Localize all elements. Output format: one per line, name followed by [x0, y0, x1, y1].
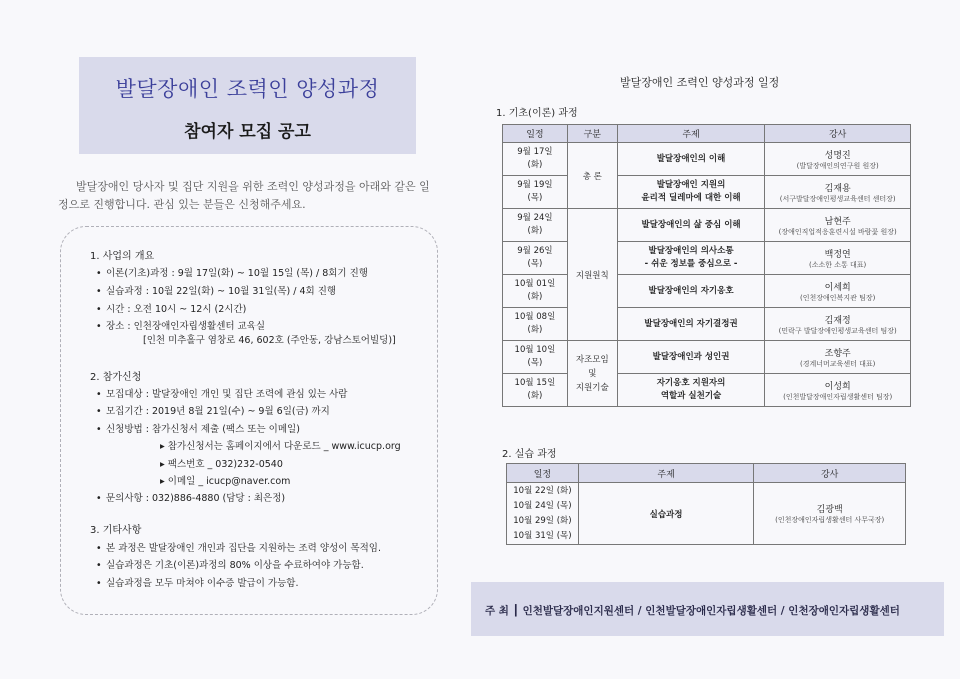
list-item: • 실습과정 : 10월 22일(화) ~ 10월 31일(목) / 4회 진행 — [96, 286, 337, 297]
table-row — [503, 209, 911, 242]
schedule-title: 발달장애인 조력인 양성과정 일정 — [620, 76, 780, 89]
lecturer-cell: 김재용 (서구발달장애인평생교육센터 센터장) — [765, 176, 911, 209]
sub-list-item: ▸ 팩스번호 _ 032)232-0540 — [160, 459, 283, 470]
table-header-row — [507, 464, 906, 483]
column-header: 일정 — [503, 125, 568, 143]
category-cell: 지원원칙 — [567, 209, 617, 341]
section-heading-basic: 1. 기초(이론) 과정 — [496, 108, 578, 119]
lecturer-cell: 이성희 (인천발달장애인자립생활센터 팀장) — [765, 374, 911, 407]
sub-list-item: ▸ 참가신청서는 홈페이지에서 다운로드 _ www.icucp.org — [160, 441, 401, 452]
lecturer-cell: 김재정 (민락구 발달장애인평생교육센터 팀장) — [765, 308, 911, 341]
date-cell: 10월 08일 (화) — [503, 308, 568, 341]
section-heading-etc: 3. 기타사항 — [90, 525, 142, 536]
table-row — [503, 374, 911, 407]
date-cell: 10월 10일 (목) — [503, 341, 568, 374]
topic-cell: 발달장애인의 의사소통 - 쉬운 정보를 중심으로 - — [617, 242, 765, 275]
table-row — [503, 308, 911, 341]
date-cell: 9월 24일 (화) — [503, 209, 568, 242]
intro-paragraph: 발달장애인 당사자 및 집단 지원을 위한 조력인 양성과정을 아래와 같은 일정으로 진행합니다. 관심 있는 분들은 신청해주세요. — [58, 180, 430, 211]
lecturer-cell: 조향주 (경계너머교육센터 대표) — [765, 341, 911, 374]
topic-cell: 발달장애인의 자기옹호 — [617, 275, 765, 308]
topic-cell: 실습과정 — [578, 483, 754, 545]
organizer-text: 주 최 ┃ 인천발달장애인지원센터 / 인천발달장애인자립생활센터 / 인천장애인자립생활센터 — [485, 605, 900, 617]
table-row — [507, 483, 906, 545]
topic-cell: 자기옹호 지원자의 역할과 실천기술 — [617, 374, 765, 407]
list-item: • 이론(기초)과정 : 9월 17일(화) ~ 10월 15일 (목) / 8회기 진행 — [96, 268, 368, 279]
basic-schedule-table — [502, 124, 911, 407]
category-cell: 총 론 — [567, 143, 617, 209]
list-item: • 모집기간 : 2019년 8월 21일(수) ~ 9월 6일(금) 까지 — [96, 406, 330, 417]
list-item: • 시간 : 오전 10시 ~ 12시 (2시간) — [96, 304, 247, 315]
page-title: 발달장애인 조력인 양성과정 — [115, 77, 380, 101]
arrow-icon: ▸ — [160, 476, 168, 487]
lecturer-cell: 이세희 (인천장애인복지관 팀장) — [765, 275, 911, 308]
lecturer-cell: 김광백 (인천장애인자립생활센터 사무국장) — [754, 483, 906, 545]
column-header: 구분 — [567, 125, 617, 143]
table-row — [503, 341, 911, 374]
lecturer-cell: 성명진 (발달장애인의연구원 원장) — [765, 143, 911, 176]
date-cell: 10월 15일 (화) — [503, 374, 568, 407]
arrow-icon: ▸ — [160, 459, 168, 470]
arrow-icon: ▸ — [160, 441, 168, 452]
column-header: 강사 — [765, 125, 911, 143]
column-header: 주제 — [578, 464, 754, 483]
list-item: • 문의사항 : 032)886-4880 (담당 : 최은정) — [96, 493, 286, 504]
topic-cell: 발달장애인 지원의 윤리적 딜레마에 대한 이해 — [617, 176, 765, 209]
list-item: • 실습과정은 기초(이론)과정의 80% 이상을 수료하여야 가능함. — [96, 560, 364, 571]
practice-schedule-table — [506, 463, 906, 545]
category-cell: 자조모임 및 지원기술 — [567, 341, 617, 407]
date-cell: 9월 26일 (목) — [503, 242, 568, 275]
date-cell: 10월 22일 (화) 10월 24일 (목) 10월 29일 (화) 10월 31일 (목) — [507, 483, 579, 545]
topic-cell: 발달장애인의 삶 중심 이해 — [617, 209, 765, 242]
date-cell: 9월 17일 (화) — [503, 143, 568, 176]
topic-cell: 발달장애인의 이해 — [617, 143, 765, 176]
venue-address: [인천 미추홀구 염창로 46, 602호 (주안동, 강남스토어빌딩)] — [143, 335, 396, 346]
topic-cell: 발달장애인과 성인권 — [617, 341, 765, 374]
title-box — [79, 57, 416, 154]
table-row — [503, 242, 911, 275]
column-header: 강사 — [754, 464, 906, 483]
table-header-row — [503, 125, 911, 143]
list-item: • 모집대상 : 발달장애인 개인 및 집단 조력에 관심 있는 사람 — [96, 389, 348, 400]
topic-cell: 발달장애인의 자기결정권 — [617, 308, 765, 341]
list-item: • 장소 : 인천장애인자립생활센터 교육실 — [96, 321, 266, 332]
column-header: 일정 — [507, 464, 579, 483]
table-row — [503, 275, 911, 308]
section-heading-practice: 2. 실습 과정 — [502, 449, 557, 460]
section-heading-overview: 1. 사업의 개요 — [90, 251, 155, 262]
list-item: • 실습과정을 모두 마쳐야 이수증 발급이 가능함. — [96, 578, 299, 589]
column-header: 주제 — [617, 125, 765, 143]
page-subtitle: 참여자 모집 공고 — [184, 122, 311, 142]
lecturer-cell: 백정연 (소소한 소통 대표) — [765, 242, 911, 275]
lecturer-cell: 남현주 (장애인직업적응훈련시설 바람꽃 원장) — [765, 209, 911, 242]
section-heading-apply: 2. 참가신청 — [90, 372, 142, 383]
list-item: • 본 과정은 발달장애인 개인과 집단을 지원하는 조력 양성이 목적임. — [96, 543, 381, 554]
table-row — [503, 176, 911, 209]
list-item: • 신청방법 : 참가신청서 제출 (팩스 또는 이메일) — [96, 424, 300, 435]
date-cell: 9월 19일 (목) — [503, 176, 568, 209]
table-row — [503, 143, 911, 176]
date-cell: 10월 01일 (화) — [503, 275, 568, 308]
sub-list-item: ▸ 이메일 _ icucp@naver.com — [160, 476, 291, 487]
organizer-footer — [471, 582, 944, 636]
